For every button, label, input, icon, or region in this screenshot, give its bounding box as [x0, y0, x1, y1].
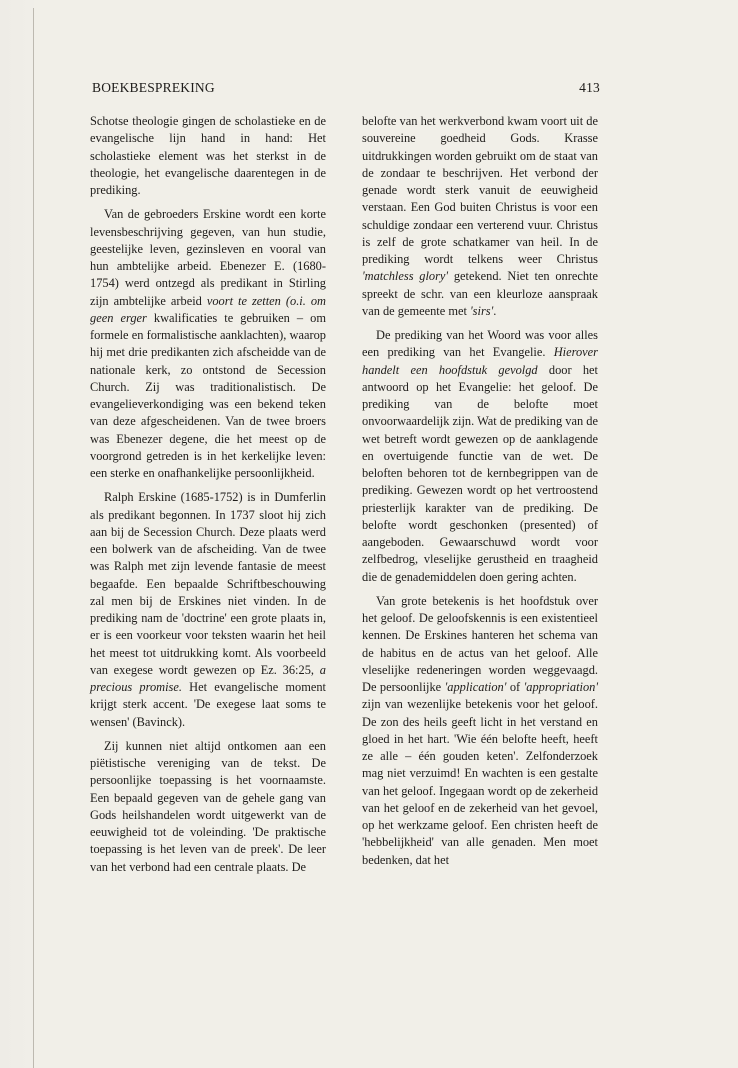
right-paragraph-3: Van grote betekenis is het hoofdstuk over het geloof. De geloofskennis is een existentieel kennen. De Erskines hanteren het schema van de habitus en de actus van het geloof. Alle vleselijke redeneringen worden weggevaagd. De persoonlijke 'application' of 'appropriation' zijn van wezenlijke betekenis voor het geloof. De zon des heils geeft licht in het verstand en gloed in het hart. 'Wie één belofte heeft, heeft ze alle – één gouden keten'. Zelfonderzoek mag niet verzuimd! En wachten is een gestalte van het geloof. Ingegaan wordt op de zekerheid van het geloof en de zekerheid van het gevoel, op het werkzame geloof. Een christen heeft de 'hebbelijkheid' van alle genaden. Men moet bedenken, dat het: [362, 593, 599, 867]
right-paragraph-2: De prediking van het Woord was voor alles een prediking van het Evangelie. Hierover handelt een hoofdstuk gevolgd door het antwoord op het Evangelie: het geloof. De prediking van de belofte moet onvoorwaardelijk zijn. Wat de prediking van de wet betreft wordt gewezen op de aanklagende en overtuigende functie van de wet. De beloften behoren tot de kernbegrippen van de prediking. Gewezen wordt op het vertroostend priesterlijk karakter van de prediking. De belofte wordt geschonken (presented) of aangeboden. Gewaarschuwd wordt voor zelfbedrog, vleselijke gerustheid en traagheid die de genademiddelen doen gering achten.: [362, 328, 598, 584]
left-paragraph-3: Ralph Erskine (1685-1752) is in Dumferlin als predikant begonnen. In 1737 sloot hij zich aan bij de Secession Church. Deze plaats werd een bolwerk van de afscheiding. Van de twee was Ralph met zijn levende fantasie de meest begaafde. Een bepaalde Schriftbeschouwing zal men bij de Erskines niet vinden. In de prediking nam de 'doctrine' een grote plaats in, er is een voorkeur voor teksten waarin het heil het meest tot uitdrukking komt. Als voorbeeld van exegese wordt gewezen op Ez. 36:25, a precious promise. Het evangelische moment krijgt sterk accent. 'De exegese laat soms te wensen' (Bavinck).: [90, 490, 327, 729]
running-title: BOEKBESPREKING: [92, 80, 215, 95]
page-number: 413: [579, 80, 600, 95]
left-paragraph-1: Schotse theologie gingen de scholastieke en de evangelische lijn hand in hand: Het scholastieke element was het sterkst in de theologie, het evangelische daarentegen in de prediking.: [90, 114, 326, 197]
left-paragraph-4: Zij kunnen niet altijd ontkomen aan een piëtistische vereniging van de tekst. De persoonlijke toepassing is het voornaamste. Een bepaald gegeven van de gehele gang van Gods heilshandelen wordt uitgewerkt van de eeuwigheid tot de voleinding. 'De praktische toepassing is het leven van de preek'. De leer van het verbond had een centrale plaats. De: [90, 738, 326, 874]
right-paragraph-1: belofte van het werkverbond kwam voort uit de souvereine goedheid Gods. Krasse uitdrukkingen worden gebruikt om de staat van de zondaar te beschrijven. Het verbond der genade wordt sterk vanuit de eeuwigheid verstaan. Een God buiten Christus is voor een schuldige zondaar een verterend vuur. Christus is zelf de grote schatkamer van heil. In de prediking wordt telkens weer Christus 'matchless glory' getekend. Niet ten onrechte spreekt de schr. van een kleurloze aanspraak van de gemeente met 'sirs'.: [362, 114, 598, 318]
right-column: [362, 113, 598, 869]
left-column: [90, 113, 326, 876]
left-paragraph-2: Van de gebroeders Erskine wordt een korte levensbeschrijving gegeven, van hun studie, geestelijke leven, gezinsleven en vooral van hun ambtelijke arbeid. Ebenezer E. (1680-1754) werd ontzegd als predikant in Stirling zijn ambtelijke arbeid voort te zetten (o.i. om geen erger kwalificaties te gebruiken – om formele en formalistische aanklachten), waarop hij met drie predikanten zich afscheidde van de nationale kerk, zo ontstond de Secession Church. Zij was traditionalistisch. De evangelieverkondiging was een bekend teken van deze afgescheidenen. Van de twee broers was Ebenezer degene, die het meest op de voorgrond getreden is in het kerkelijke leven: een sterke en onafhankelijke persoonlijkheid.: [90, 207, 326, 480]
running-header: [92, 80, 600, 100]
page-edge: [0, 0, 34, 1068]
